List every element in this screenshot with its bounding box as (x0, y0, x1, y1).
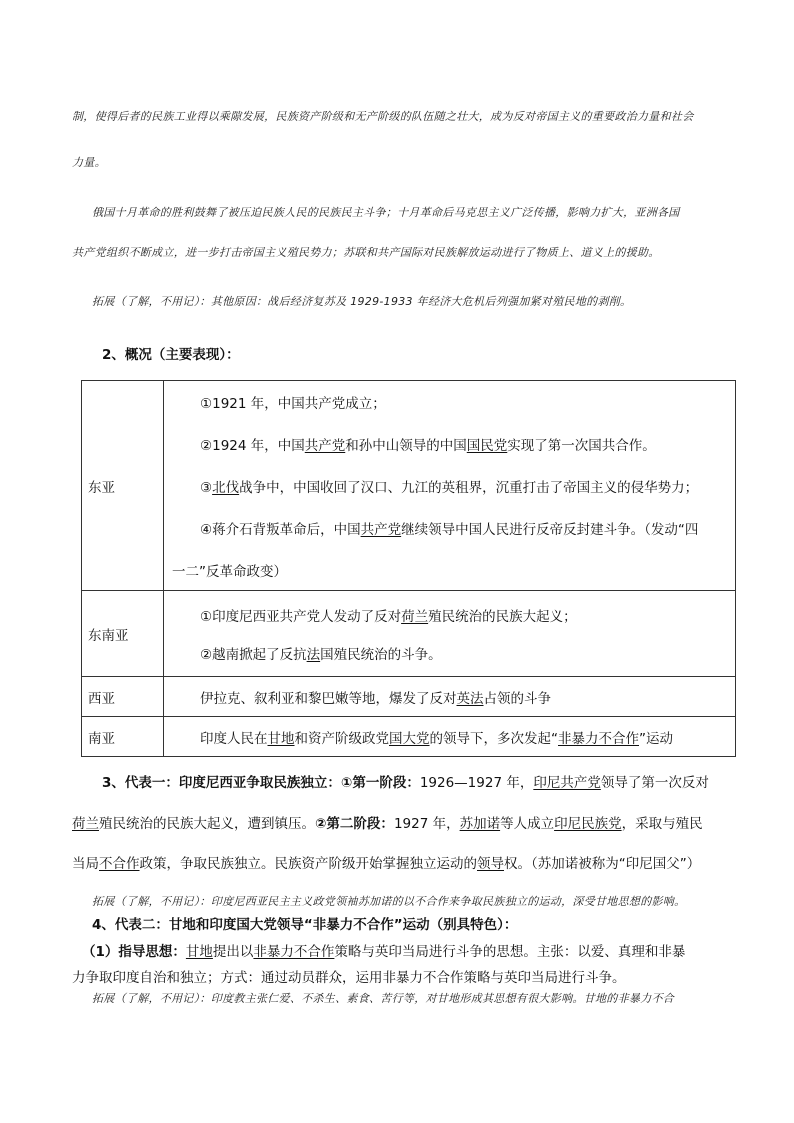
region-south-asia: 南亚 (82, 717, 164, 757)
region-west-asia: 西亚 (82, 677, 164, 717)
table-row-southeast-asia (82, 591, 736, 677)
east-asia-item-4: ④蒋介石背叛革命后，中国共产党继续领导中国人民进行反帝反封建斗争。（发动“四 (200, 521, 699, 538)
section-4-guide-line-2: 力争取印度自治和独立；方式：通过动员群众，运用非暴力不合作策略与英印当局进行斗争。 (72, 970, 626, 986)
note-extension-2: 拓展（了解，不用记）：印度尼西亚民主主义政党领袖苏加诺的以不合作来争取民族独立的运动，深受甘地思想的影响。 (92, 895, 686, 908)
table-row-east-asia (82, 381, 736, 591)
table-row-south-asia (82, 717, 736, 757)
southeast-asia-content (164, 591, 736, 677)
south-asia-item-1: 印度人民在甘地和资产阶级政党国大党的领导下，多次发起“非暴力不合作”运动 (200, 730, 673, 747)
overview-table (81, 380, 736, 757)
east-asia-item-2: ②1924 年，中国共产党和孙中山领导的中国国民党实现了第一次国共合作。 (200, 437, 656, 454)
intro-line-2: 力量。 (72, 156, 106, 169)
section-2-title: 2、概况（主要表现）： (102, 347, 240, 363)
east-asia-item-4-cont: 一二”反革命政变） (172, 563, 287, 580)
intro-p2-line-1: 俄国十月革命的胜利鼓舞了被压迫民族人民的民族民主斗争；十月革命后马克思主义广泛传播，影响力扩大，亚洲各国 (92, 206, 680, 219)
note-extension-1: 拓展（了解，不用记）：其他原因：战后经济复苏及 1929-1933 年经济大危机后列强加紧对殖民地的剥削。 (92, 295, 632, 308)
west-asia-content (164, 677, 736, 717)
section-4-title: 4、代表二：甘地和印度国大党领导“非暴力不合作”运动（别具特色）： (92, 917, 518, 933)
section-4-guide-line-1: （1）指导思想：甘地提出以非暴力不合作策略与英印当局进行斗争的思想。主张：以爱、真理和非暴 (82, 944, 686, 960)
south-asia-content (164, 717, 736, 757)
intro-p2-line-2: 共产党组织不断成立，进一步打击帝国主义殖民势力；苏联和共产国际对民族解放运动进行了物质上、道义上的援助。 (72, 246, 660, 259)
region-east-asia: 东亚 (82, 381, 164, 591)
southeast-asia-item-2: ②越南掀起了反抗法国殖民统治的斗争。 (200, 646, 442, 663)
table-row-west-asia (82, 677, 736, 717)
southeast-asia-item-1: ①印度尼西亚共产党人发动了反对荷兰殖民统治的民族大起义； (200, 608, 577, 625)
east-asia-content (164, 381, 736, 591)
west-asia-item-1: 伊拉克、叙利亚和黎巴嫩等地，爆发了反对英法占领的斗争 (200, 690, 551, 707)
note-extension-3: 拓展（了解，不用记）：印度教主张仁爱、不杀生、素食、苦行等，对甘地形成其思想有很大影响。甘地的非暴力不合 (92, 992, 675, 1005)
region-southeast-asia: 东南亚 (82, 591, 164, 677)
east-asia-item-1: ①1921 年，中国共产党成立； (200, 395, 386, 412)
section-3-line-3: 当局不合作政策，争取民族独立。民族资产阶级开始掌握独立运动的领导权。（苏加诺被称为“印尼国父”） (72, 856, 701, 872)
section-3-line-1: 3、代表一：印度尼西亚争取民族独立：①第一阶段：1926—1927 年，印尼共产党领导了第一次反对 (102, 775, 709, 791)
intro-line-1: 制，使得后者的民族工业得以乘隙发展，民族资产阶级和无产阶级的队伍随之壮大，成为反对帝国主义的重要政治力量和社会 (72, 110, 694, 123)
east-asia-item-3: ③北伐战争中，中国收回了汉口、九江的英租界，沉重打击了帝国主义的侵华势力； (200, 479, 699, 496)
section-3-line-2: 荷兰殖民统治的民族大起义，遭到镇压。②第二阶段：1927 年，苏加诺等人成立印尼民族党，采取与殖民 (72, 816, 703, 832)
